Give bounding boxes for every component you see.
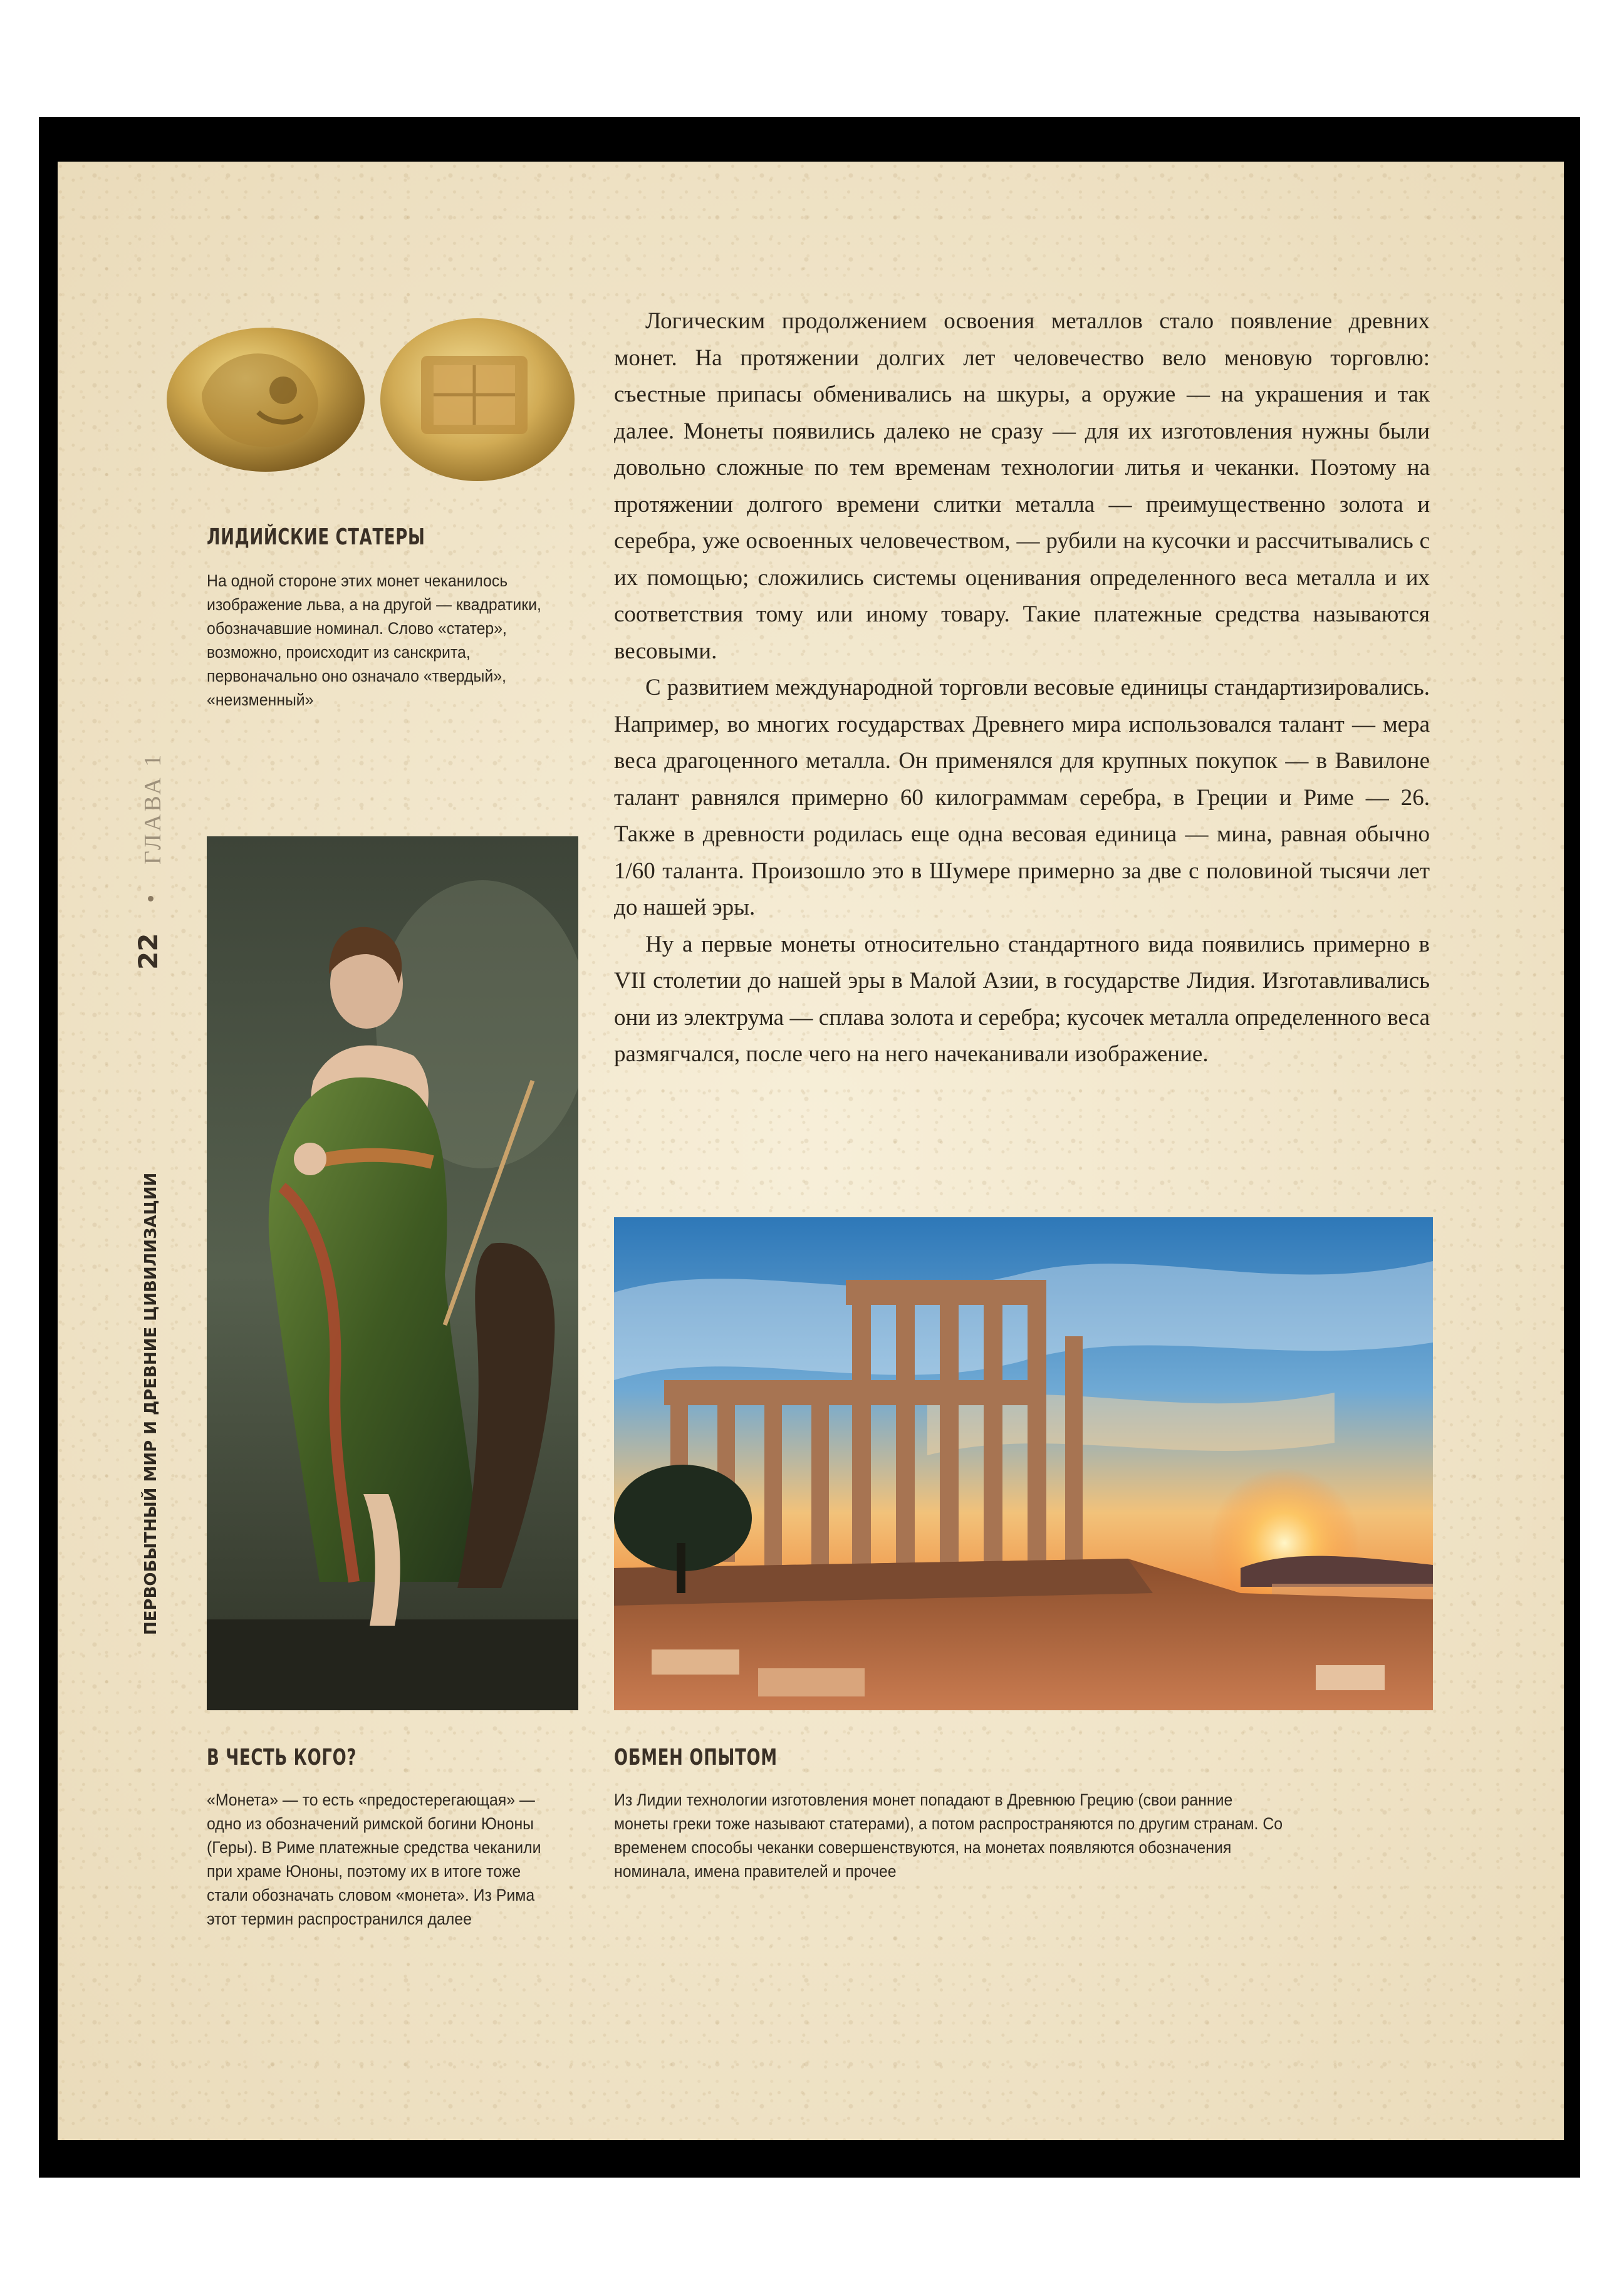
chapter-separator [148,896,154,901]
lydian-staters-image [164,306,580,500]
juno-painting-image [207,836,578,1710]
juno-caption-text: «Монета» — то есть «предостерегающая» — одно из обозначений римской богини Юноны (Геры). В Риме платежные средства чеканили при храме Юноны, поэтому их в итоге тоже стали обозначать словом «монета». Из Рима этот термин распространился далее [207,1790,541,1928]
body-paragraph-1: Логическим продолжением освоения металлов стало появление древних монет. На протяжении долгих лет человечество вело меновую торговлю: съестные припасы обменивались на шкуры, а оружие — на украшения и так далее. Монеты появились далеко не сразу — для их изготовления нужны были довольно сложные по тем временам технологии литья и чеканки. Поэтому на протяжении долгого времени слитки металла — преимущественно золота и серебра, уже освоенных человечеством, — рубили на кусочки и рассчитывались с их помощью; сложились системы оценивания определенного веса металла и их соответствия тому или иному товару. Такие платежные средства называются весовыми. [614,308,1430,664]
coins-caption-text: На одной стороне этих монет чеканилось изображение льва, а на другой — квадратики, обозначавшие номинал. Слово «статер», возможно, происходит из санскрита, первоначально оно означало «твердый», «неизменный» [207,571,541,709]
juno-caption-title: В ЧЕСТЬ КОГО? [207,1745,357,1770]
coin-lion-side [167,328,365,472]
chapter-label: ГЛАВА 1 [140,752,166,865]
main-article [614,303,1430,1073]
temple-caption-title: ОБМЕН ОПЫТОМ [614,1745,778,1770]
running-title: ПЕРВОБЫТНЫЙ МИР И ДРЕВНИЕ ЦИВИЛИЗАЦИИ [142,1172,160,1635]
temple-of-poseidon-image [614,1217,1433,1710]
body-paragraph-2: С развитием международной торговли весовые единицы стандартизировались. Например, во многих государствах Древнего мира использовался талант — мера веса драгоценного металла. Он применялся для крупных покупок — в Вавилоне талант равнялся примерно 60 килограммам серебра, в Греции и Риме — 26. Также в древности родилась еще одна весовая единица — мина, равная обычно 1/60 таланта. Произошло это в Шумере примерно за две с половиной тысячи лет до нашей эры. [614,675,1430,920]
coins-caption-title: ЛИДИЙСКИЕ СТАТЕРЫ [207,524,425,550]
temple-caption-text: Из Лидии технологии изготовления монет попадают в Древнюю Грецию (свои ранние монеты греки тоже называют статерами), а потом распространяются по другим странам. Со временем способы чеканки совершенствуются, на монетах появляются обозначения номинала, имена правителей и прочее [614,1790,1283,1881]
body-paragraph-3: Ну а первые монеты относительно стандартного вида появились примерно в VII столетии до нашей эры в Малой Азии, в государстве Лидия. Изготавливались они из электрума — сплава золота и серебра; кусочек металла определенного веса размягчался, после чего на него начеканивали изображение. [614,931,1430,1067]
page-number: 22 [133,933,164,970]
coin-square-side [380,318,575,481]
